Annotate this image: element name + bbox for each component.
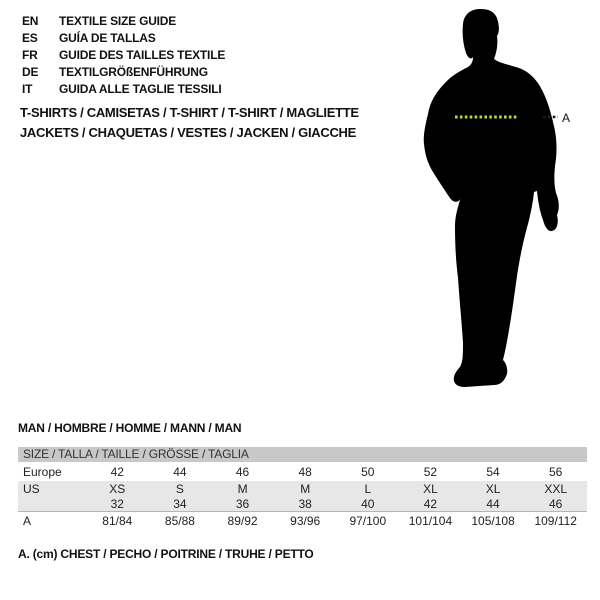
language-row (22, 30, 225, 47)
size-table (18, 447, 587, 530)
table-row-label: Europe (23, 465, 62, 479)
table-cell: 81/84 (102, 514, 133, 528)
table-cell: 38 (298, 496, 312, 511)
language-code: ES (22, 31, 38, 45)
table-cell: 42 (423, 496, 438, 511)
table-cell: 46 (235, 465, 250, 479)
table-row-numeric (18, 496, 587, 511)
size-table-header: SIZE / TALLA / TAILLE / GRÖSSE / TAGLIA (18, 447, 587, 462)
table-cell: 93/96 (290, 514, 321, 528)
table-row-label: US (23, 481, 40, 496)
language-label: TEXTILE SIZE GUIDE (59, 14, 177, 28)
table-shaded-block (18, 481, 587, 512)
table-cell: S (175, 481, 184, 496)
table-row-us (18, 481, 587, 496)
table-cell: 52 (423, 465, 438, 479)
table-cell: 89/92 (227, 514, 258, 528)
table-cell: XXL (544, 481, 568, 496)
table-cell: 40 (361, 496, 375, 511)
table-row-chest-a (18, 512, 587, 530)
language-row (22, 47, 225, 64)
table-cell: 34 (173, 496, 187, 511)
table-row-europe (18, 463, 587, 481)
language-row (22, 13, 225, 30)
language-code: EN (22, 14, 39, 28)
table-row-label: A (23, 514, 32, 528)
table-cell: 44 (486, 496, 500, 511)
measure-label-a: A (562, 111, 571, 125)
table-cell: 36 (235, 496, 250, 511)
language-code: FR (22, 48, 38, 62)
table-cell: 42 (110, 465, 124, 479)
table-cell: 48 (298, 465, 312, 479)
table-cell: L (364, 481, 372, 496)
table-cell: 46 (549, 496, 563, 511)
table-cell: 85/88 (164, 514, 195, 528)
language-label: TEXTILGRÖßENFÜHRUNG (59, 65, 208, 79)
language-row (22, 64, 225, 81)
section-title-man: MAN / HOMBRE / HOMME / MANN / MAN (18, 421, 242, 435)
language-code: IT (22, 82, 33, 96)
table-cell: 32 (110, 496, 124, 511)
table-cell: 109/112 (534, 514, 577, 528)
language-label: GUIDA ALLE TAGLIE TESSILI (59, 82, 222, 96)
language-label: GUIDE DES TAILLES TEXTILE (59, 48, 226, 62)
language-label: GUÍA DE TALLAS (59, 31, 156, 45)
garment-categories (20, 103, 359, 143)
language-list (22, 13, 225, 98)
table-cell: 50 (361, 465, 375, 479)
measure-footnote: A. (cm) CHEST / PECHO / POITRINE / TRUHE / PETTO (18, 547, 314, 561)
table-cell: 101/104 (408, 514, 453, 528)
language-code: DE (22, 65, 39, 79)
man-silhouette-figure (418, 4, 578, 394)
table-cell: 56 (549, 465, 563, 479)
table-cell: 44 (173, 465, 187, 479)
table-cell: XS (109, 481, 126, 496)
category-line-jackets: JACKETS / CHAQUETAS / VESTES / JACKEN / GIACCHE (20, 125, 356, 140)
category-line-tshirts: T-SHIRTS / CAMISETAS / T-SHIRT / T-SHIRT / MAGLIETTE (20, 105, 359, 120)
table-cell: M (237, 481, 248, 496)
table-cell: M (300, 481, 311, 496)
table-cell: 97/100 (349, 514, 387, 528)
table-cell: 105/108 (471, 514, 515, 528)
table-cell: XL (423, 481, 438, 496)
table-cell: XL (485, 481, 501, 496)
table-cell: 54 (486, 465, 500, 479)
man-silhouette (424, 9, 559, 387)
language-row (22, 81, 225, 98)
